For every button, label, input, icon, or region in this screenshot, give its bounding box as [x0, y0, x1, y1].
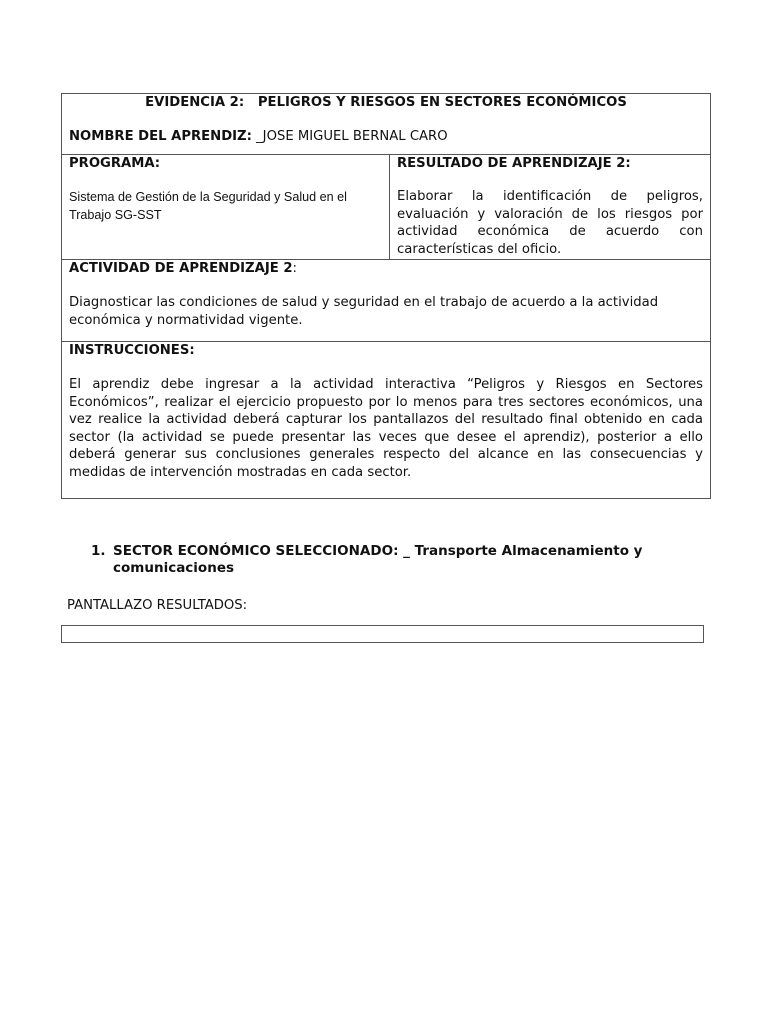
- instrucciones-cell: [62, 342, 711, 499]
- apprentice-name-value: _JOSE MIGUEL BERNAL CARO: [251, 129, 448, 144]
- instrucciones-label: INSTRUCCIONES:: [69, 343, 195, 358]
- sector-item: [91, 543, 691, 577]
- actividad-row: [62, 260, 711, 342]
- program-row: [62, 155, 711, 260]
- apprentice-name-line: [69, 128, 703, 154]
- header-cell: [62, 94, 711, 155]
- programa-text: Sistema de Gestión de la Seguridad y Salud en el Trabajo SG-SST: [69, 190, 347, 222]
- actividad-heading: [69, 260, 703, 277]
- programa-cell: [62, 155, 390, 260]
- resultado-label: RESULTADO DE APRENDIZAJE 2:: [397, 156, 631, 171]
- instrucciones-text: El aprendiz debe ingresar a la actividad interactiva “Peligros y Riesgos en Sectores Económicos”, realizar el ejercicio propuesto por lo menos para tres sectores económicos, una vez realice la actividad deberá capturar los pantallazos del resultado final obtenido en cada sector (la actividad se puede presentar las veces que desee el aprendiz), posterior a ello deberá generar sus conclusiones generales respecto del alcance en las consecuencias y medidas de intervención mostradas en cada sector.: [69, 377, 703, 480]
- evidence-table: [61, 93, 711, 499]
- resultado-cell: [390, 155, 711, 260]
- result-screenshot-box: [61, 625, 704, 643]
- sector-text: SECTOR ECONÓMICO SELECCIONADO: _ Transporte Almacenamiento y comunicaciones: [113, 543, 643, 576]
- actividad-text: Diagnosticar las condiciones de salud y seguridad en el trabajo de acuerdo a la actividad económica y normatividad vigente.: [69, 295, 659, 328]
- actividad-label: ACTIVIDAD DE APRENDIZAJE 2: [69, 261, 293, 276]
- resultado-text: Elaborar la identificación de peligros, evaluación y valoración de los riesgos por actividad económica de acuerdo con características del oficio.: [397, 189, 703, 257]
- document-title: EVIDENCIA 2: PELIGROS Y RIESGOS EN SECTORES ECONÓMICOS: [145, 95, 627, 110]
- instrucciones-row: [62, 342, 711, 499]
- pantallazo-label: PANTALLAZO RESULTADOS:: [67, 598, 248, 613]
- actividad-label-suffix: :: [292, 261, 297, 276]
- sector-number: 1.: [91, 543, 106, 559]
- header-row: [62, 94, 711, 155]
- apprentice-name-label: NOMBRE DEL APRENDIZ:: [69, 129, 252, 144]
- actividad-cell: [62, 260, 711, 342]
- programa-label: PROGRAMA:: [69, 156, 161, 171]
